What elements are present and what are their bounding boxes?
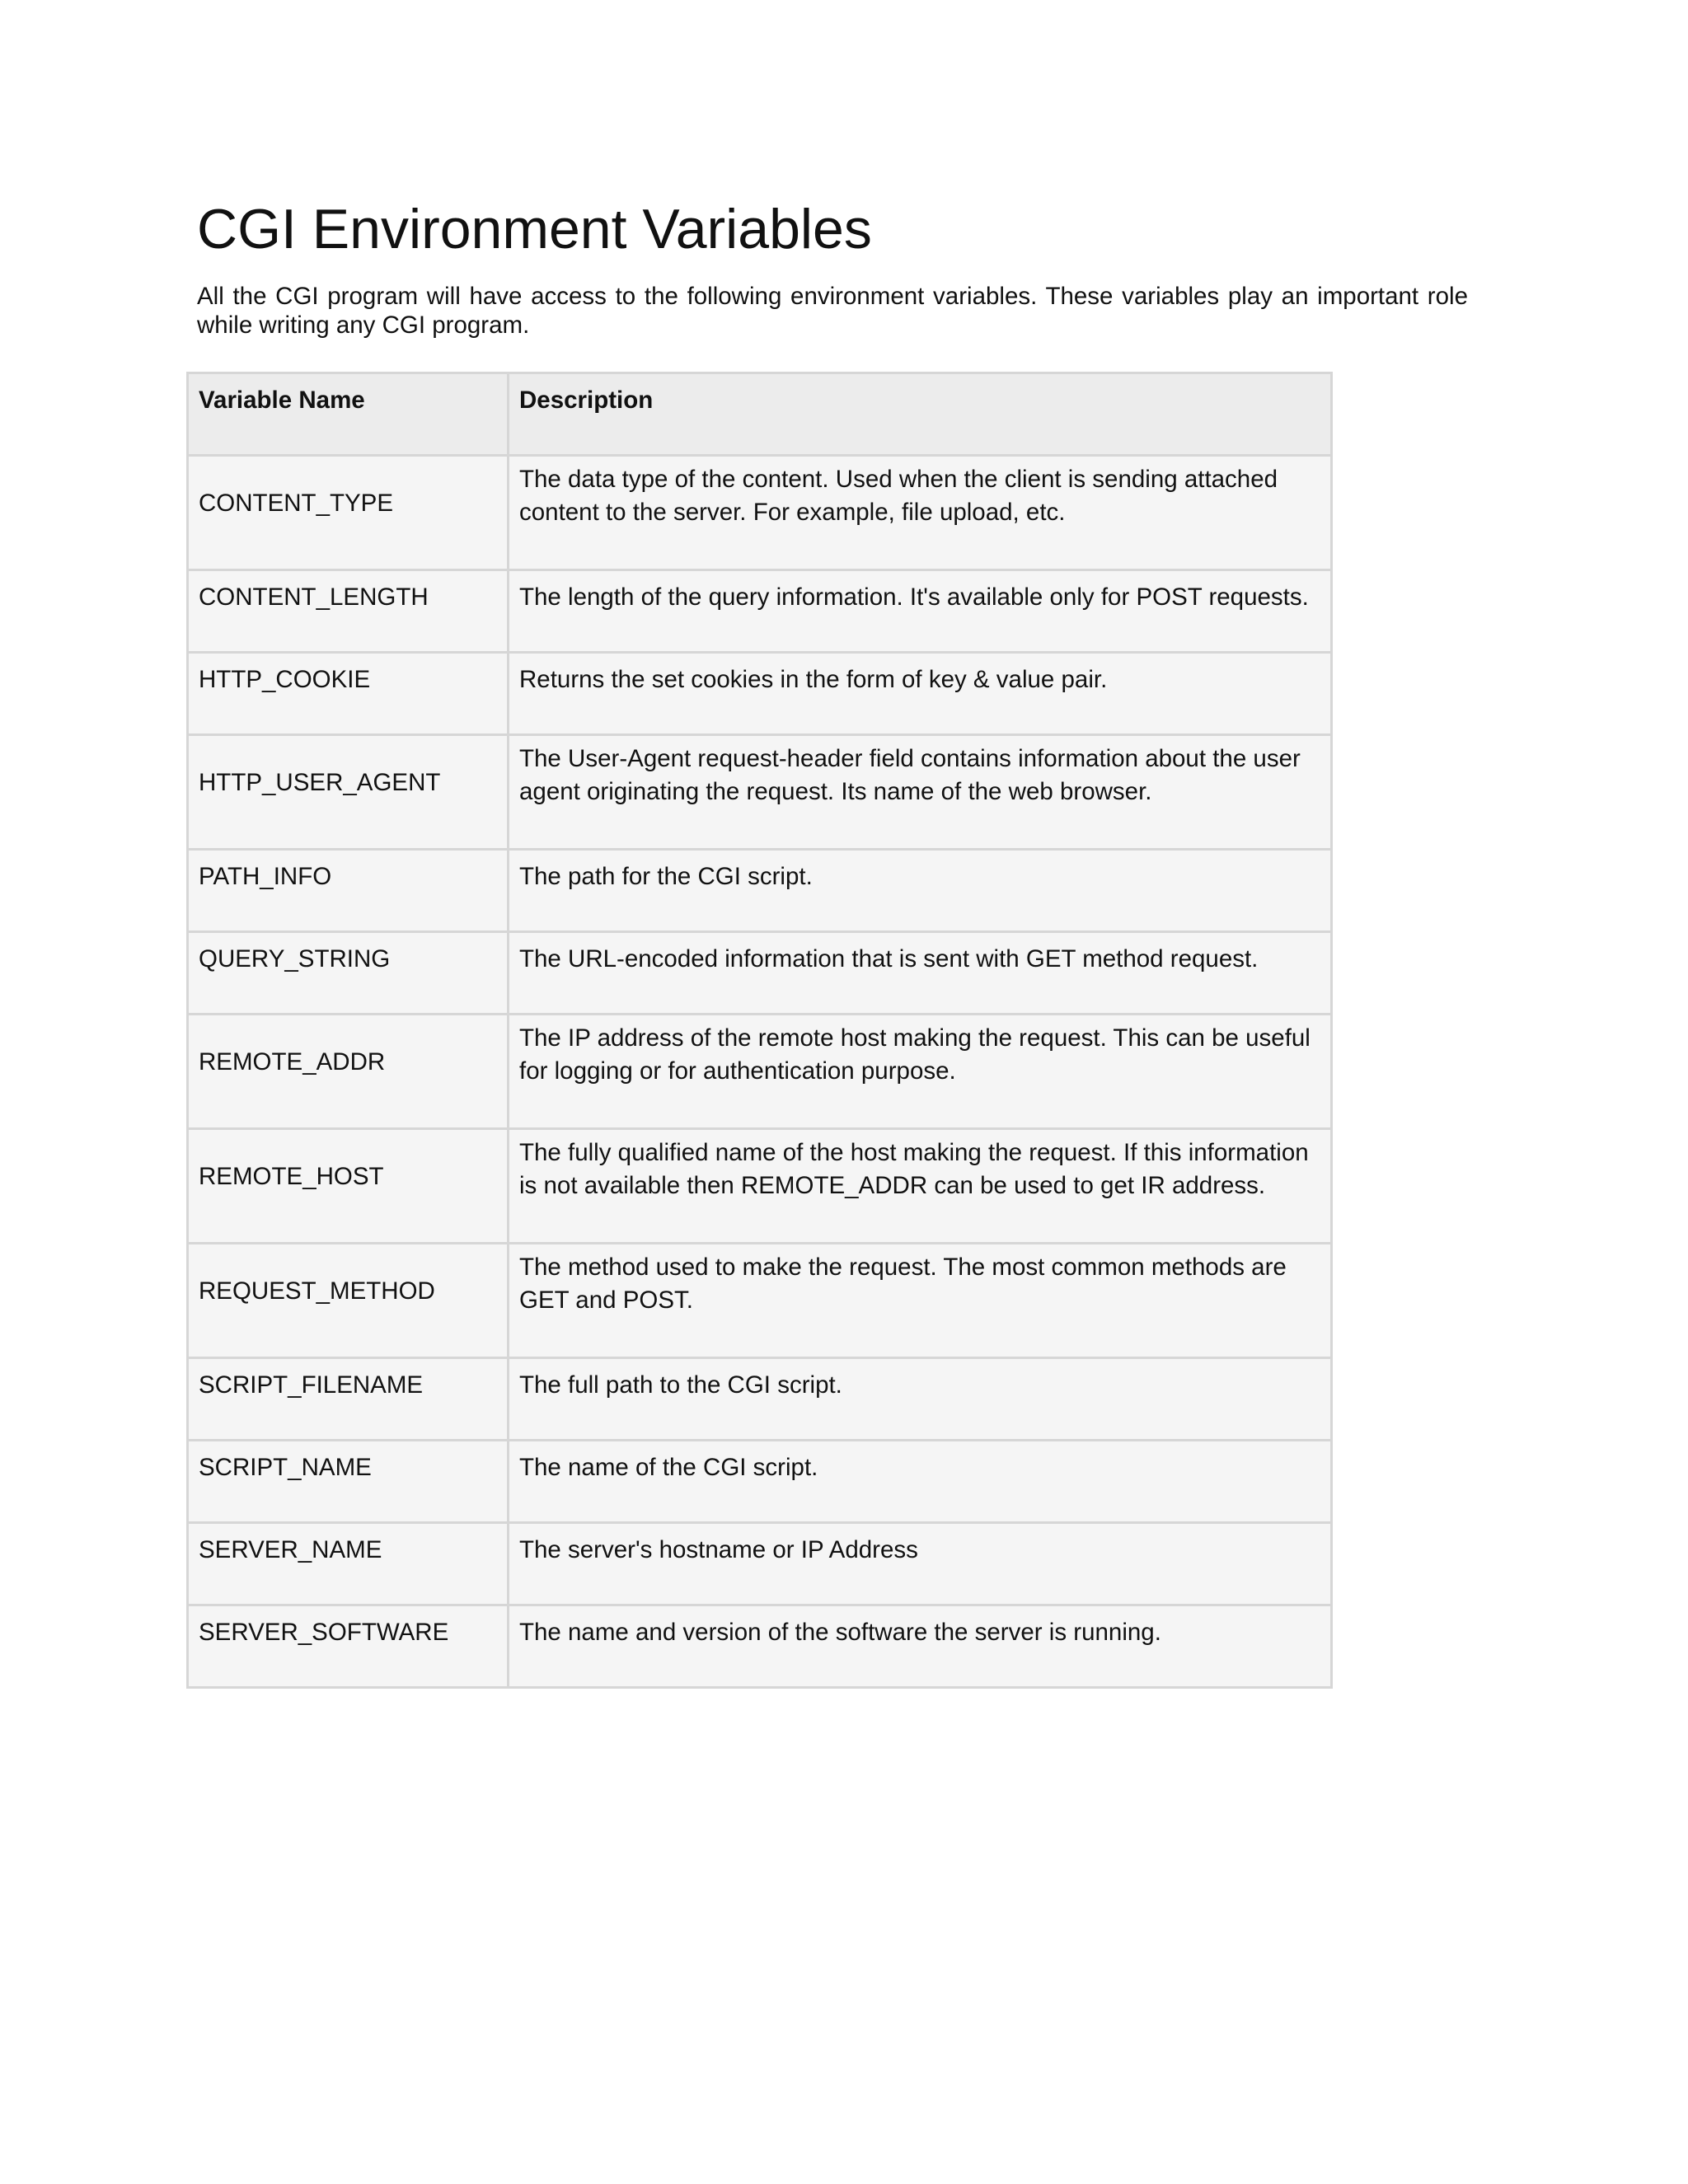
table-row xyxy=(188,653,1332,735)
variable-name-cell: PATH_INFO xyxy=(188,850,509,932)
table-row xyxy=(188,735,1332,850)
variable-description-cell: The User-Agent request-header field contains information about the user agent originating the request. Its name of the web browser. xyxy=(509,735,1332,850)
variable-description-cell: The name and version of the software the server is running. xyxy=(509,1605,1332,1688)
variable-name-cell: SCRIPT_NAME xyxy=(188,1441,509,1523)
variable-name-cell: SERVER_NAME xyxy=(188,1523,509,1605)
table-body xyxy=(188,456,1332,1688)
table-row xyxy=(188,1605,1332,1688)
variable-description-cell: The data type of the content. Used when the client is sending attached content to the server. For example, file upload, etc. xyxy=(509,456,1332,570)
variable-name-cell: SERVER_SOFTWARE xyxy=(188,1605,509,1688)
table-row xyxy=(188,932,1332,1015)
variable-name-cell: REMOTE_HOST xyxy=(188,1129,509,1244)
variable-description-cell: The server's hostname or IP Address xyxy=(509,1523,1332,1605)
table-row xyxy=(188,570,1332,653)
variable-description-cell: The path for the CGI script. xyxy=(509,850,1332,932)
variable-description-cell: The fully qualified name of the host making the request. If this information is not available then REMOTE_ADDR can be used to get IR address. xyxy=(509,1129,1332,1244)
variable-description-cell: The name of the CGI script. xyxy=(509,1441,1332,1523)
variable-name-cell: REMOTE_ADDR xyxy=(188,1015,509,1129)
table-row xyxy=(188,1358,1332,1441)
table-header xyxy=(188,373,1332,456)
variable-name-cell: SCRIPT_FILENAME xyxy=(188,1358,509,1441)
intro-paragraph: All the CGI program will have access to the following environment variables. These variables play an important role while writing any CGI program. xyxy=(197,283,1468,339)
environment-variables-table xyxy=(186,372,1333,1689)
variable-description-cell: The length of the query information. It's available only for POST requests. xyxy=(509,570,1332,653)
table-header-row xyxy=(188,373,1332,456)
variable-description-cell: The IP address of the remote host making the request. This can be useful for logging or for authentication purpose. xyxy=(509,1015,1332,1129)
table-row xyxy=(188,1015,1332,1129)
header-variable-name: Variable Name xyxy=(188,373,509,456)
table-row xyxy=(188,1523,1332,1605)
variable-name-cell: QUERY_STRING xyxy=(188,932,509,1015)
variable-description-cell: Returns the set cookies in the form of key & value pair. xyxy=(509,653,1332,735)
table-row xyxy=(188,1441,1332,1523)
variable-description-cell: The URL-encoded information that is sent with GET method request. xyxy=(509,932,1332,1015)
variable-name-cell: HTTP_USER_AGENT xyxy=(188,735,509,850)
table-row xyxy=(188,850,1332,932)
variable-description-cell: The method used to make the request. The most common methods are GET and POST. xyxy=(509,1244,1332,1358)
variable-description-cell: The full path to the CGI script. xyxy=(509,1358,1332,1441)
variable-name-cell: HTTP_COOKIE xyxy=(188,653,509,735)
page-title: CGI Environment Variables xyxy=(197,198,872,260)
table-row xyxy=(188,1244,1332,1358)
variable-name-cell: CONTENT_TYPE xyxy=(188,456,509,570)
variable-name-cell: CONTENT_LENGTH xyxy=(188,570,509,653)
table-row xyxy=(188,456,1332,570)
header-description: Description xyxy=(509,373,1332,456)
variable-name-cell: REQUEST_METHOD xyxy=(188,1244,509,1358)
table-row xyxy=(188,1129,1332,1244)
